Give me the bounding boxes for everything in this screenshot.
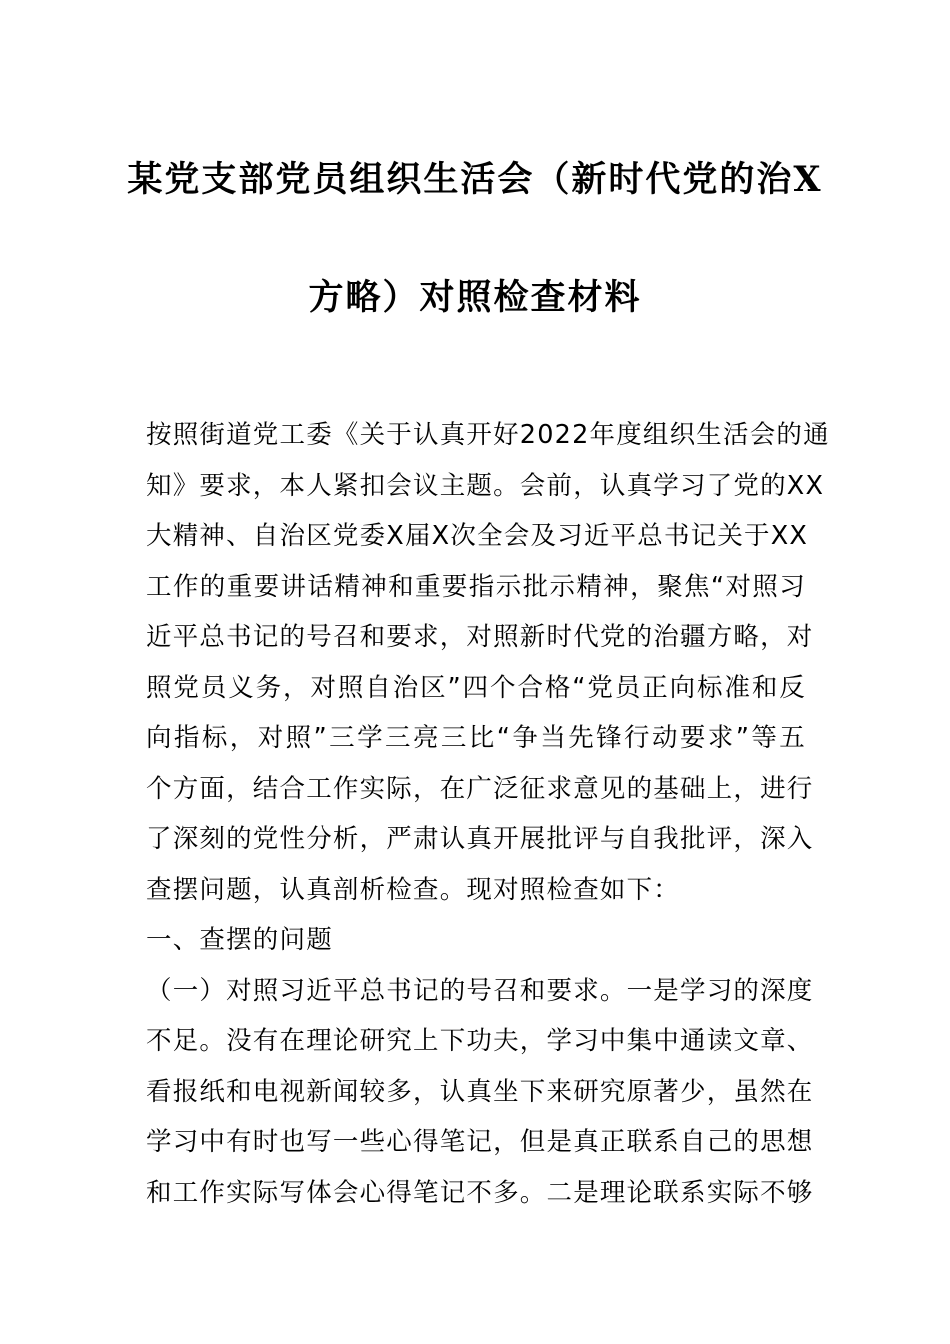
section-heading-text: 一、查摆的问题 [146,925,333,955]
text-line: 了深刻的党性分析，严肃认真开展批评与自我批评，深入 [146,824,814,854]
document-body [146,410,830,1218]
text-line: 知》要求，本人紧扣会议主题。会前，认真学习了党的XX [146,470,825,501]
text-line: 照党员义务，对照自治区”四个合格“党员正向标准和反 [146,672,806,703]
text-line: 学习中有时也写一些心得笔记，但是真正联系自己的思想 [146,1127,814,1157]
paragraph-section-1 [146,966,814,1219]
text-line: （一）对照习近平总书记的号召和要求。一是学习的深度 [146,975,814,1006]
text-line: 工作的重要讲话精神和重要指示批示精神，聚焦“对照习 [146,571,806,602]
document-title-line-2: 方略）对照检查材料 [308,277,642,318]
text-line: 大精神、自治区党委X届X次全会及习近平总书记关于XX [146,521,809,551]
document-title-line-1: 某党支部党员组织生活会（新时代党的治X [127,159,823,200]
section-heading [146,915,806,966]
text-line: 按照街道党工委《关于认真开好2022年度组织生活会的通 [146,420,830,450]
text-line: 向指标，对照”三学三亮三比“争当先锋行动要求”等五 [146,723,806,753]
text-line: 和工作实际写体会心得笔记不多。二是理论联系实际不够 [146,1177,814,1208]
paragraph-intro [146,410,830,915]
text-line: 不足。没有在理论研究上下功夫，学习中集中通读文章、 [146,1026,814,1056]
text-line: 查摆问题，认真剖析检查。现对照检查如下： [146,874,681,905]
text-line: 看报纸和电视新闻较多，认真坐下来研究原著少，虽然在 [146,1076,814,1107]
text-line: 近平总书记的号召和要求，对照新时代党的治疆方略，对 [146,622,814,652]
text-line: 个方面，结合工作实际，在广泛征求意见的基础上，进行 [146,773,814,804]
